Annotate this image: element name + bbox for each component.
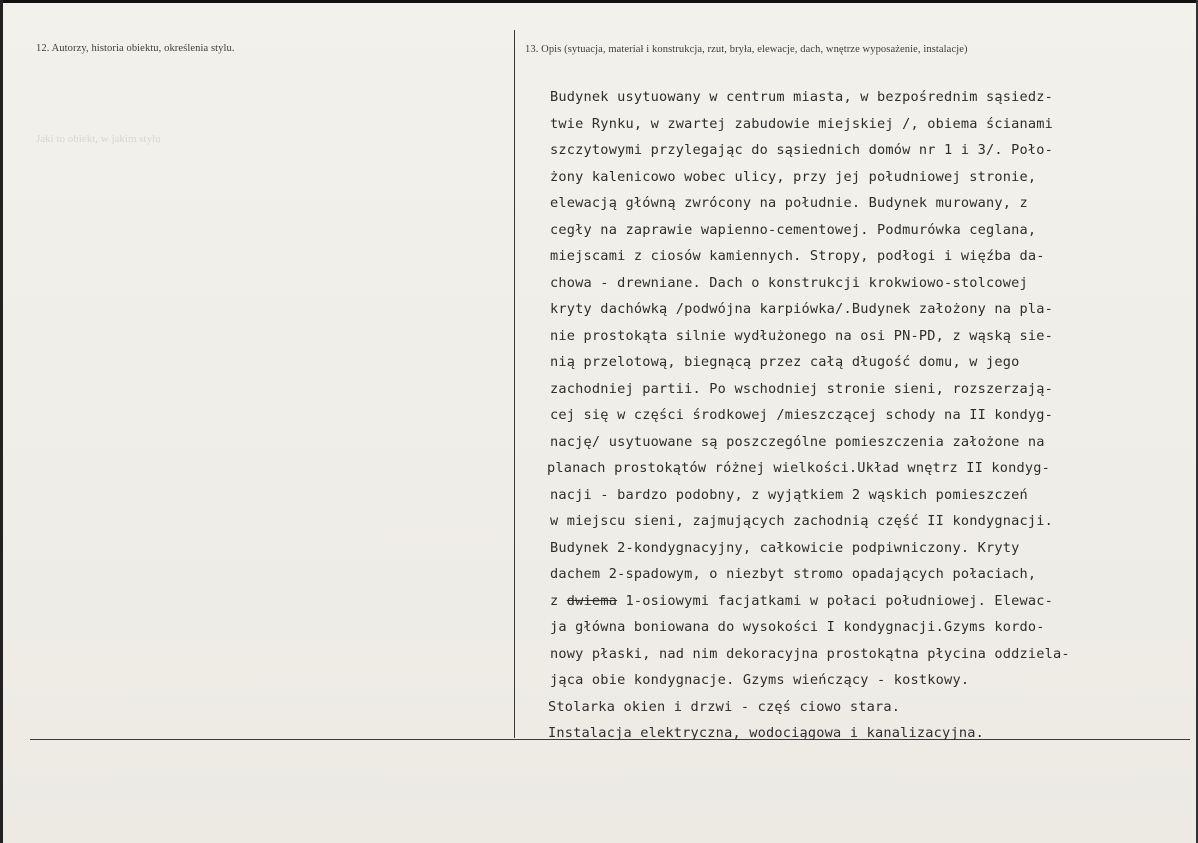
description-line: Instalacja elektryczna, wodociągowa i kanalizacyjna. bbox=[548, 725, 984, 741]
description-line: Stolarka okien i drzwi - częś ciowo stara. bbox=[548, 698, 901, 715]
struck-word: dwiema bbox=[566, 592, 618, 609]
description-line: jąca obie kondygnacje. Gzyms wieńczący - kostkowy. bbox=[550, 672, 970, 688]
description-line: kryty dachówką /podwójna karpiówka/.Budynek założony na pla- bbox=[550, 301, 1054, 317]
left-edge bbox=[0, 0, 3, 843]
description-line: elewacją główną zwrócony na południe. Budynek murowany, z bbox=[550, 195, 1028, 211]
description-line: dachem 2-spadowym, o niezbyt stromo opadających połaciach, bbox=[550, 566, 1037, 582]
description-line: żony kalenicowo wobec ulicy, przy jej południowej stronie, bbox=[550, 168, 1037, 185]
line-start: z bbox=[550, 592, 559, 609]
description-line: ja główna boniowana do wysokości I kondygnacji.Gzyms kordo- bbox=[550, 619, 1045, 635]
top-edge bbox=[0, 0, 1198, 3]
line-rest: 1-osiowymi facjatkami w połaci południowej. Elewac- bbox=[617, 592, 1054, 609]
description-line: planach prostokątów różnej wielkości.Układ wnętrz II kondyg- bbox=[547, 460, 1051, 476]
section-12-label: 12. Autorzy, historia obiektu, określenia stylu. bbox=[36, 43, 235, 54]
description-line: szczytowymi przylegając do sąsiednich domów nr 1 i 3/. Poło- bbox=[550, 142, 1054, 158]
section-13-label: 13. Opis (sytuacja, materiał i konstrukcja, rzut, bryła, elewacje, dach, wnętrze wyposażenie, instalacje) bbox=[525, 44, 968, 55]
description-line: Budynek 2-kondygnacyjny, całkowicie podpiwniczony. Kryty bbox=[550, 539, 1020, 556]
column-divider bbox=[514, 30, 515, 738]
section-12-faded-text: Jaki to obiekt, w jakim stylu bbox=[36, 133, 161, 145]
description-line: nie prostokąta silnie wydłużonego na osi PN-PD, z wąską sie- bbox=[550, 327, 1054, 344]
description-line: twie Rynku, w zwartej zabudowie miejskiej /, obiema ścianami bbox=[550, 115, 1054, 132]
description-line: Budynek usytuowany w centrum miasta, w bezpośrednim sąsiedz- bbox=[550, 89, 1054, 105]
description-line: nacji - bardzo podobny, z wyjątkiem 2 wąskich pomieszczeń bbox=[550, 486, 1028, 503]
description-line: nią przelotową, biegnącą przez całą długość domu, w jego bbox=[550, 354, 1020, 370]
description-line: miejscami z ciosów kamiennych. Stropy, podłogi i więźba da- bbox=[550, 248, 1045, 264]
description-line: cej się w części środkowej /mieszczącej schody na II kondyg- bbox=[550, 407, 1054, 423]
description-line: chowa - drewniane. Dach o konstrukcji krokwiowo-stolcowej bbox=[550, 274, 1028, 291]
description-line-with-strikeout bbox=[550, 592, 1053, 610]
description-line: cegły na zaprawie wapienno-cementowej. Podmurówka ceglana, bbox=[550, 221, 1037, 238]
description-line: w miejscu sieni, zajmujących zachodnią część II kondygnacji. bbox=[550, 513, 1054, 529]
description-line: nację/ usytuowane są poszczególne pomieszczenia założone na bbox=[550, 433, 1045, 450]
description-line: nowy płaski, nad nim dekoracyjna prostokątna płycina oddziela- bbox=[550, 645, 1070, 662]
description-line: zachodniej partii. Po wschodniej stronie sieni, rozszerzają- bbox=[550, 380, 1054, 397]
